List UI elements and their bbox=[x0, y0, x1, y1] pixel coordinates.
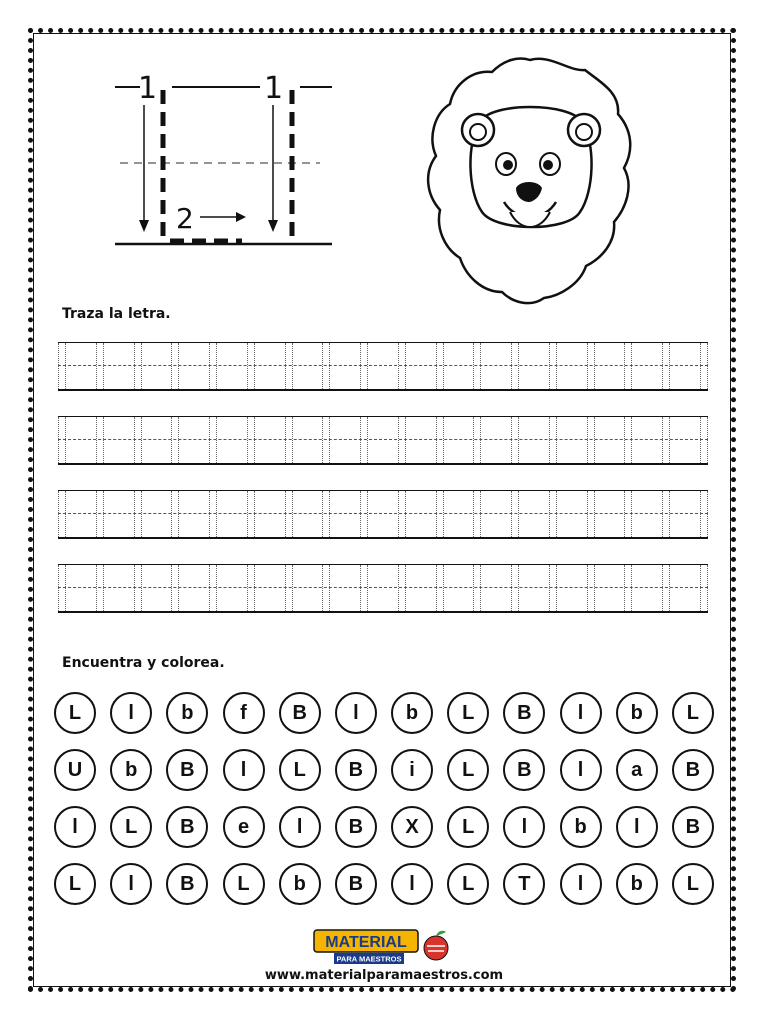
trace-letter-outline[interactable] bbox=[398, 565, 406, 611]
trace-letter-outline[interactable] bbox=[624, 343, 632, 389]
trace-letter-outline[interactable] bbox=[700, 565, 708, 611]
letter-circle[interactable]: B bbox=[166, 749, 208, 791]
letter-circle[interactable]: f bbox=[223, 692, 265, 734]
letter-circle[interactable]: B bbox=[672, 806, 714, 848]
trace-letter-outline[interactable] bbox=[209, 491, 217, 537]
trace-letter-outline[interactable] bbox=[96, 491, 104, 537]
trace-letter-outline[interactable] bbox=[436, 343, 444, 389]
trace-letter-outline[interactable] bbox=[624, 417, 632, 463]
trace-letter-outline[interactable] bbox=[247, 565, 255, 611]
trace-letter-outline[interactable] bbox=[624, 565, 632, 611]
circle-row bbox=[54, 749, 714, 793]
letter-circle[interactable]: b bbox=[391, 692, 433, 734]
trace-letter-outline[interactable] bbox=[473, 417, 481, 463]
trace-letter-outline[interactable] bbox=[662, 491, 670, 537]
trace-letter-outline[interactable] bbox=[322, 417, 330, 463]
trace-letter-outline[interactable] bbox=[96, 343, 104, 389]
letter-circle[interactable]: b bbox=[560, 806, 602, 848]
letter-circle[interactable]: l bbox=[279, 806, 321, 848]
letter-circle[interactable]: B bbox=[166, 806, 208, 848]
trace-letter-outline[interactable] bbox=[360, 565, 368, 611]
circle-row bbox=[54, 692, 714, 736]
letter-circle[interactable]: U bbox=[54, 749, 96, 791]
letter-circle[interactable]: L bbox=[54, 863, 96, 905]
letter-circle[interactable]: l bbox=[560, 749, 602, 791]
letter-circle[interactable]: L bbox=[672, 863, 714, 905]
letter-circle[interactable]: L bbox=[223, 863, 265, 905]
letter-circle[interactable]: b bbox=[166, 692, 208, 734]
stroke-number-1: 1 bbox=[138, 71, 158, 106]
svg-text:PARA MAESTROS: PARA MAESTROS bbox=[336, 954, 402, 964]
trace-letter-outline[interactable] bbox=[398, 343, 406, 389]
trace-letter-outline[interactable] bbox=[209, 417, 217, 463]
trace-letter-outline[interactable] bbox=[473, 565, 481, 611]
circle-row bbox=[54, 863, 714, 907]
trace-letter-outline[interactable] bbox=[247, 343, 255, 389]
trace-letter-outline[interactable] bbox=[171, 565, 179, 611]
trace-letter-outline[interactable] bbox=[624, 491, 632, 537]
letter-circle[interactable]: l bbox=[503, 806, 545, 848]
letter-circle[interactable]: B bbox=[503, 692, 545, 734]
trace-letter-outline[interactable] bbox=[700, 491, 708, 537]
trace-letter-outline[interactable] bbox=[285, 491, 293, 537]
tracing-row[interactable] bbox=[58, 564, 708, 614]
trace-letter-outline[interactable] bbox=[398, 417, 406, 463]
trace-letter-outline[interactable] bbox=[285, 417, 293, 463]
tracing-row[interactable] bbox=[58, 416, 708, 466]
tracing-row[interactable] bbox=[58, 342, 708, 392]
trace-letter-outline[interactable] bbox=[58, 565, 66, 611]
letter-circle[interactable]: l bbox=[560, 692, 602, 734]
letter-circle[interactable]: L bbox=[447, 749, 489, 791]
trace-letter-outline[interactable] bbox=[700, 343, 708, 389]
trace-letter-outline[interactable] bbox=[96, 417, 104, 463]
trace-letter-outline[interactable] bbox=[322, 491, 330, 537]
circle-row bbox=[54, 806, 714, 850]
letter-circle[interactable]: l bbox=[223, 749, 265, 791]
letter-circle[interactable]: B bbox=[279, 692, 321, 734]
trace-letter-outline[interactable] bbox=[587, 417, 595, 463]
stroke-number-2: 2 bbox=[176, 202, 194, 235]
letter-circle[interactable]: l bbox=[616, 806, 658, 848]
trace-letter-outline[interactable] bbox=[58, 491, 66, 537]
letter-circle[interactable]: B bbox=[335, 863, 377, 905]
letter-circle[interactable]: B bbox=[335, 749, 377, 791]
trace-letter-outline[interactable] bbox=[209, 343, 217, 389]
letter-circle[interactable]: b bbox=[616, 863, 658, 905]
website-url[interactable]: www.materialparamaestros.com bbox=[264, 968, 504, 983]
trace-letter-outline[interactable] bbox=[511, 491, 519, 537]
trace-letter-outline[interactable] bbox=[247, 491, 255, 537]
lion-illustration bbox=[420, 52, 640, 312]
trace-letter-outline[interactable] bbox=[511, 565, 519, 611]
trace-letter-outline[interactable] bbox=[511, 417, 519, 463]
trace-letter-outline[interactable] bbox=[96, 565, 104, 611]
letter-circle[interactable]: L bbox=[447, 806, 489, 848]
trace-letter-outline[interactable] bbox=[360, 343, 368, 389]
material-para-maestros-logo bbox=[312, 926, 452, 968]
trace-letter-outline[interactable] bbox=[398, 491, 406, 537]
trace-letter-outline[interactable] bbox=[134, 565, 142, 611]
letter-circle[interactable]: b bbox=[110, 749, 152, 791]
trace-letter-outline[interactable] bbox=[285, 343, 293, 389]
trace-letter-outline[interactable] bbox=[549, 565, 557, 611]
trace-letter-outline[interactable] bbox=[247, 417, 255, 463]
trace-letter-outline[interactable] bbox=[171, 343, 179, 389]
letter-circle[interactable]: L bbox=[672, 692, 714, 734]
letter-circle[interactable]: e bbox=[223, 806, 265, 848]
trace-letter-outline[interactable] bbox=[587, 565, 595, 611]
letter-circle[interactable]: b bbox=[279, 863, 321, 905]
trace-letter-outline[interactable] bbox=[322, 343, 330, 389]
letter-circle[interactable]: L bbox=[447, 863, 489, 905]
letter-circle[interactable]: L bbox=[447, 692, 489, 734]
tracing-row[interactable] bbox=[58, 490, 708, 540]
trace-letter-outline[interactable] bbox=[322, 565, 330, 611]
letter-circle[interactable]: l bbox=[110, 692, 152, 734]
letter-circle-grid bbox=[54, 692, 714, 920]
letter-stroke-guide bbox=[110, 60, 340, 255]
trace-letter-outline[interactable] bbox=[700, 417, 708, 463]
trace-instruction: Traza la letra. bbox=[62, 306, 171, 322]
trace-letter-outline[interactable] bbox=[511, 343, 519, 389]
trace-letter-outline[interactable] bbox=[209, 565, 217, 611]
trace-letter-outline[interactable] bbox=[436, 565, 444, 611]
trace-letter-outline[interactable] bbox=[436, 417, 444, 463]
trace-letter-outline[interactable] bbox=[473, 491, 481, 537]
trace-letter-outline[interactable] bbox=[549, 417, 557, 463]
letter-circle[interactable]: B bbox=[166, 863, 208, 905]
find-instruction: Encuentra y colorea. bbox=[62, 655, 225, 671]
letter-circle[interactable]: L bbox=[279, 749, 321, 791]
trace-letter-outline[interactable] bbox=[58, 343, 66, 389]
stroke-number-1b: 1 bbox=[264, 71, 284, 106]
letter-circle[interactable]: X bbox=[391, 806, 433, 848]
trace-letter-outline[interactable] bbox=[662, 343, 670, 389]
trace-letter-outline[interactable] bbox=[360, 417, 368, 463]
letter-circle[interactable]: l bbox=[560, 863, 602, 905]
trace-letter-outline[interactable] bbox=[587, 491, 595, 537]
trace-letter-outline[interactable] bbox=[549, 491, 557, 537]
letter-circle[interactable]: a bbox=[616, 749, 658, 791]
letter-circle[interactable]: B bbox=[503, 749, 545, 791]
trace-letter-outline[interactable] bbox=[473, 343, 481, 389]
trace-letter-outline[interactable] bbox=[134, 491, 142, 537]
trace-letter-outline[interactable] bbox=[171, 417, 179, 463]
trace-letter-outline[interactable] bbox=[171, 491, 179, 537]
letter-circle[interactable]: l bbox=[335, 692, 377, 734]
trace-letter-outline[interactable] bbox=[134, 343, 142, 389]
trace-letter-outline[interactable] bbox=[360, 491, 368, 537]
letter-circle[interactable]: l bbox=[110, 863, 152, 905]
letter-circle[interactable]: l bbox=[391, 863, 433, 905]
letter-circle[interactable]: L bbox=[110, 806, 152, 848]
letter-circle[interactable]: i bbox=[391, 749, 433, 791]
letter-circle[interactable]: B bbox=[672, 749, 714, 791]
letter-circle[interactable]: l bbox=[54, 806, 96, 848]
letter-circle[interactable]: b bbox=[616, 692, 658, 734]
svg-text:MATERIAL: MATERIAL bbox=[325, 934, 407, 951]
trace-letter-outline[interactable] bbox=[587, 343, 595, 389]
trace-letter-outline[interactable] bbox=[662, 417, 670, 463]
letter-circle[interactable]: B bbox=[335, 806, 377, 848]
letter-circle[interactable]: T bbox=[503, 863, 545, 905]
trace-letter-outline[interactable] bbox=[58, 417, 66, 463]
trace-letter-outline[interactable] bbox=[285, 565, 293, 611]
trace-letter-outline[interactable] bbox=[662, 565, 670, 611]
letter-circle[interactable]: L bbox=[54, 692, 96, 734]
trace-letter-outline[interactable] bbox=[436, 491, 444, 537]
trace-letter-outline[interactable] bbox=[549, 343, 557, 389]
trace-letter-outline[interactable] bbox=[134, 417, 142, 463]
